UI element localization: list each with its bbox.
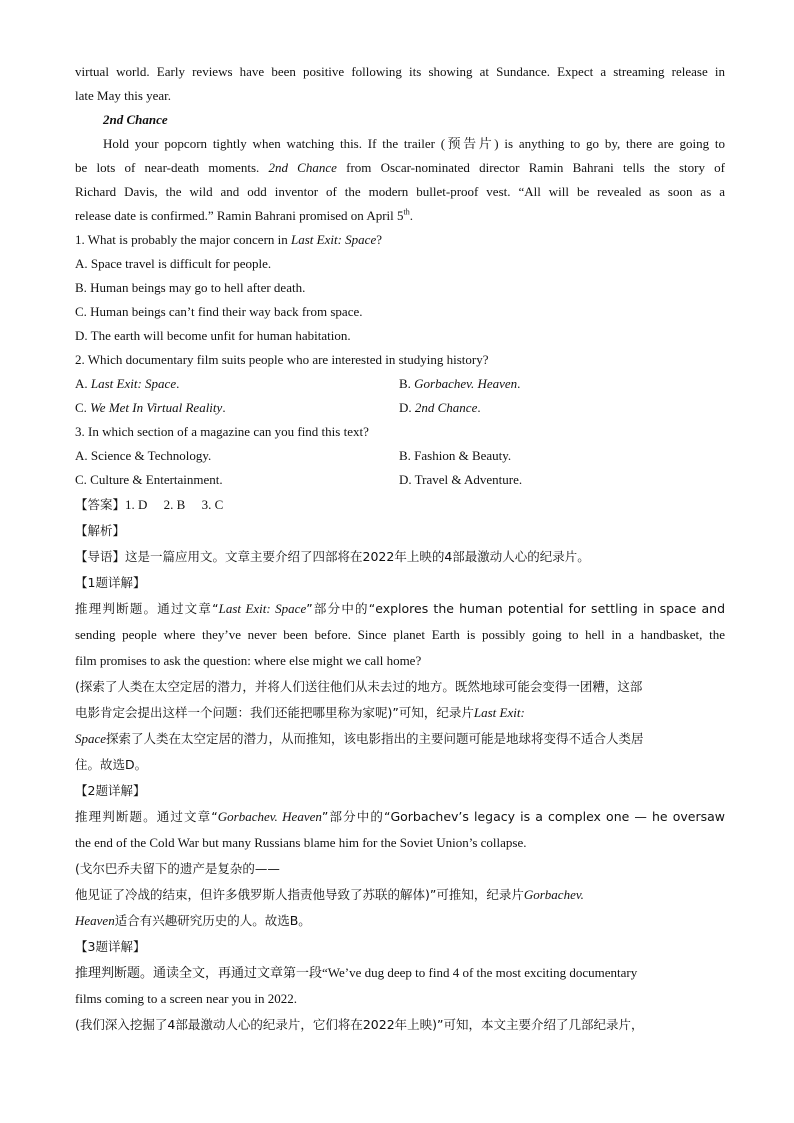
question-option: C. Human beings can’t find their way back from space. — [75, 304, 363, 319]
question-option: B. Human beings may go to hell after death. — [75, 280, 306, 295]
passage-line: release date is confirmed.” Ramin Bahrani promised on April 5th. — [75, 207, 414, 223]
q2-detail-label: 【2题详解】 — [75, 783, 146, 798]
passage-line: Hold your popcorn tightly when watching this. If the trailer (预告片) is anything to go by, there are going to — [103, 136, 725, 151]
option-row — [75, 372, 725, 396]
analysis-line: (我们深入挖掘了4部最激动人心的纪录片，它们将在2022年上映)”可知，本文主要介绍了几部纪录片， — [75, 1017, 644, 1032]
question-option: C. We Met In Virtual Reality. — [75, 400, 226, 415]
answer-label: 【答案】 — [75, 497, 126, 512]
analysis-line: sending people where they’ve never been before. Since planet Earth is possibly going to hell in a handbasket, the — [75, 627, 725, 642]
option-row — [75, 468, 725, 492]
question-option: B. Gorbachev. Heaven. — [399, 376, 521, 391]
passage-line: virtual world. Early reviews have been positive following its showing at Sundance. Expect a streaming release in — [75, 64, 725, 79]
document-page — [75, 60, 725, 1038]
passage-line: late May this year. — [75, 88, 172, 103]
guide-text: 这是一篇应用文。文章主要介绍了四部将在2022年上映的4部最激动人心的纪录片。 — [125, 549, 590, 564]
question-option: B. Fashion & Beauty. — [399, 448, 512, 463]
passage-line: Richard Davis, the wild and odd inventor of the modern bullet-proof vest. “All will be revealed as soon as a — [75, 184, 725, 199]
analysis-line: 住。故选D。 — [75, 757, 148, 772]
analysis-line: 推理判断题。通过文章“Last Exit: Space”部分中的“explores the human potential for settling in space and — [75, 601, 726, 616]
question-stem: 1. What is probably the major concern in Last Exit: Space? — [75, 232, 383, 247]
analysis-line: (探索了人类在太空定居的潜力，并将人们送往他们从未去过的地方。既然地球可能会变得一团糟，这部 — [75, 679, 643, 694]
option-row — [75, 444, 725, 468]
analysis-line: 电影肯定会提出这样一个问题：我们还能把哪里称为家呢)”可知，纪录片Last Exit: — [75, 705, 525, 720]
question-stem: 3. In which section of a magazine can you find this text? — [75, 424, 369, 439]
q1-detail-label: 【1题详解】 — [75, 575, 146, 590]
guide-line — [75, 544, 725, 570]
question-option: D. Travel & Adventure. — [399, 472, 523, 487]
question-option: A. Last Exit: Space. — [75, 376, 180, 391]
analysis-line: films coming to a screen near you in 2022. — [75, 991, 298, 1006]
analysis-line: Heaven适合有兴趣研究历史的人。故选B。 — [75, 913, 311, 928]
analysis-line: 推理判断题。通读全文，再通过文章第一段“We’ve dug deep to find 4 of the most exciting documentary — [75, 965, 638, 980]
analysis-line: Space探索了人类在太空定居的潜力，从而推知，该电影指出的主要问题可能是地球将变得不适合人类居 — [75, 731, 644, 746]
answer-text: 1. D 2. B 3. C — [125, 497, 224, 512]
guide-label: 【导语】 — [75, 549, 126, 564]
analysis-line: film promises to ask the question: where else might we call home? — [75, 653, 422, 668]
analysis-label: 【解析】 — [75, 523, 126, 538]
question-option: A. Space travel is difficult for people. — [75, 256, 272, 271]
q3-detail-label: 【3题详解】 — [75, 939, 146, 954]
question-option: A. Science & Technology. — [75, 448, 212, 463]
answer-line — [75, 492, 725, 518]
section-title: 2nd Chance — [103, 112, 168, 127]
question-option: C. Culture & Entertainment. — [75, 472, 223, 487]
analysis-line: the end of the Cold War but many Russians blame him for the Soviet Union’s collapse. — [75, 835, 527, 850]
passage-line: be lots of near-death moments. 2nd Chance from Oscar-nominated director Ramin Bahrani tells the story of — [75, 160, 725, 175]
analysis-line: (戈尔巴乔夫留下的遗产是复杂的—— — [75, 861, 280, 876]
analysis-line: 他见证了冷战的结束，但许多俄罗斯人指责他导致了苏联的解体)”可推知，纪录片Gorbachev. — [75, 887, 584, 902]
question-option: D. 2nd Chance. — [399, 400, 481, 415]
question-stem: 2. Which documentary film suits people who are interested in studying history? — [75, 352, 489, 367]
question-option: D. The earth will become unfit for human habitation. — [75, 328, 351, 343]
option-row — [75, 396, 725, 420]
analysis-line: 推理判断题。通过文章“Gorbachev. Heaven”部分中的“Gorbachev’s legacy is a complex one — he oversaw — [75, 809, 725, 824]
